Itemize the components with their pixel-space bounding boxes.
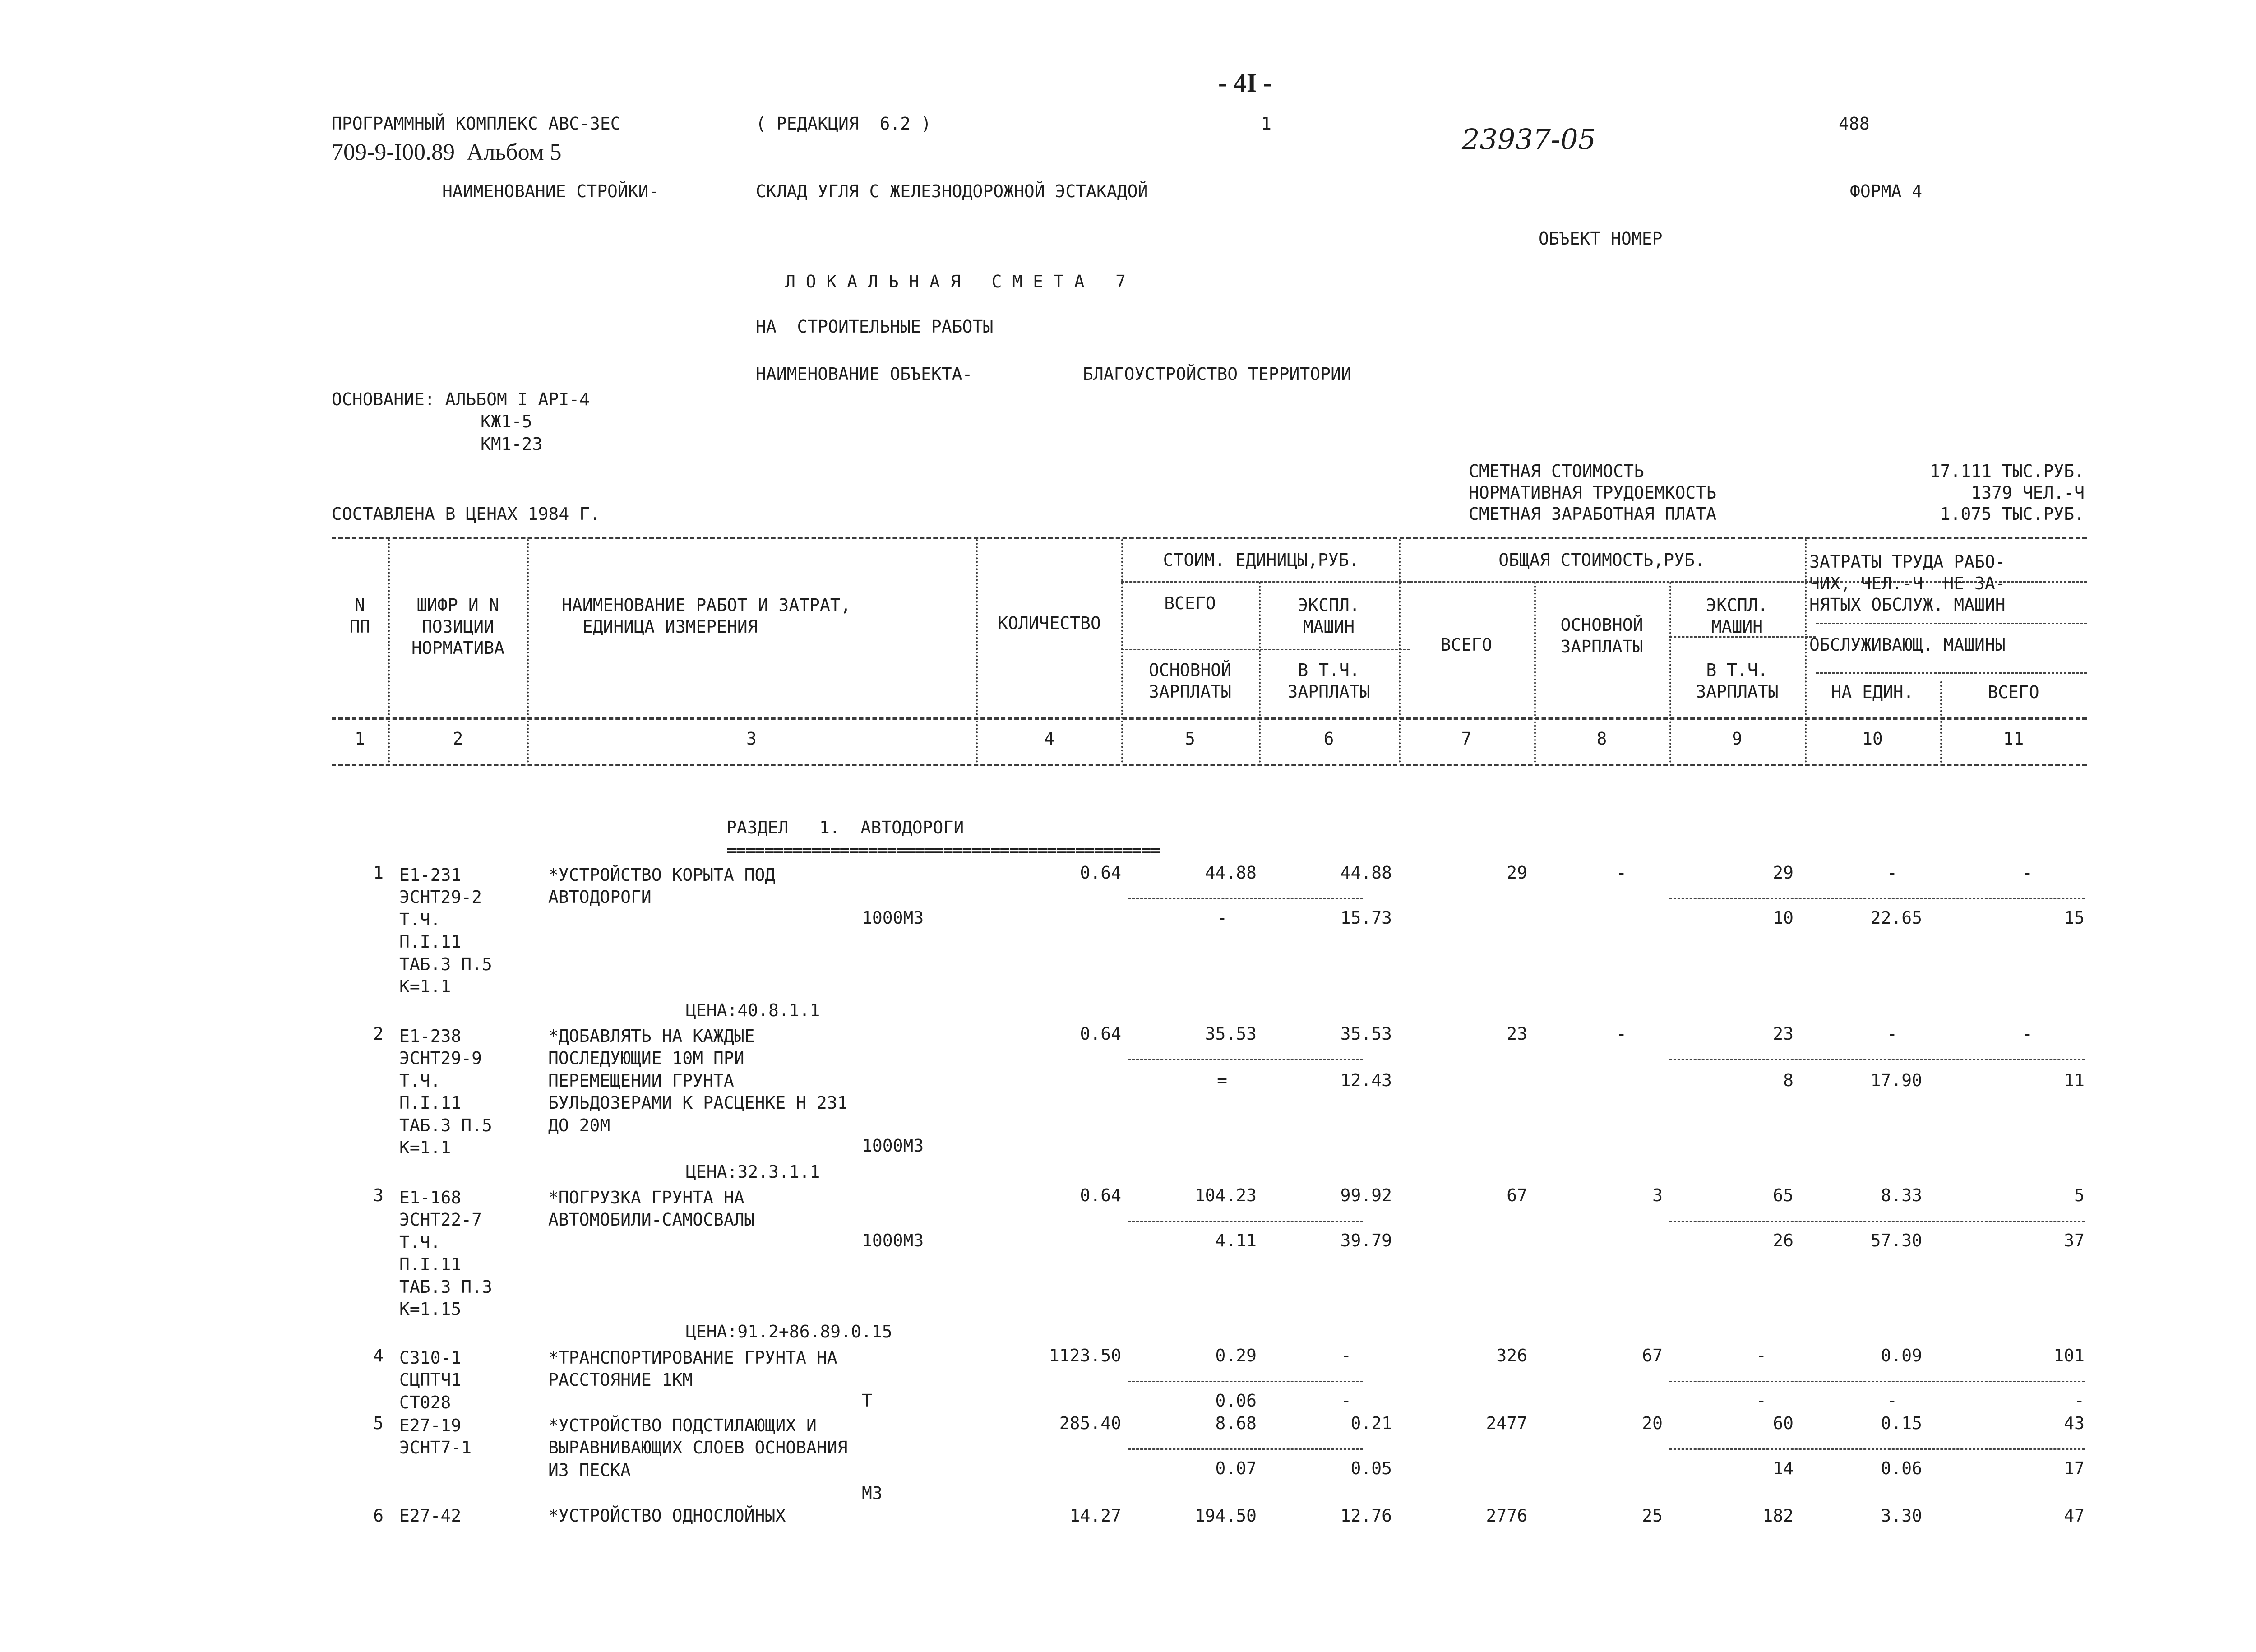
- row-unit-total: 35.53: [1205, 1024, 1257, 1044]
- header-per-unit: НА ЕДИН.: [1831, 682, 1914, 702]
- col-divider-10: [1940, 681, 1942, 763]
- construction-label: НАИМЕНОВАНИЕ СТРОЙКИ-: [442, 181, 659, 201]
- header-labor-total: ВСЕГО: [1988, 682, 2039, 702]
- row-total-incl-wage: 8: [1783, 1070, 1794, 1090]
- row-labor-per-unit: 8.33: [1881, 1185, 1922, 1205]
- row-unit-machines: 12.76: [1340, 1506, 1392, 1526]
- row-unit: Т: [862, 1391, 872, 1411]
- row-unit-total: 8.68: [1215, 1413, 1257, 1433]
- row-unit-total: 0.29: [1215, 1346, 1257, 1365]
- row-labor-total: 101: [2053, 1346, 2085, 1365]
- row-total-base-wage: -: [1616, 1024, 1627, 1044]
- object-name: БЛАГОУСТРОЙСТВО ТЕРРИТОРИИ: [1083, 364, 1351, 384]
- row-sub-divider-right: [1669, 898, 2085, 899]
- handwritten-code: 23937-05: [1462, 123, 1596, 156]
- header-total-all: ВСЕГО: [1440, 635, 1493, 655]
- col-number-6: 6: [1323, 729, 1334, 749]
- row-quantity: 0.64: [1080, 1024, 1121, 1044]
- summary-label-wage: СМЕТНАЯ ЗАРАБОТНАЯ ПЛАТА: [1469, 504, 1717, 524]
- row-total-base-wage: 20: [1642, 1413, 1663, 1433]
- row-serving-per-unit: 57.30: [1870, 1231, 1922, 1250]
- row-total: 23: [1507, 1024, 1527, 1044]
- basis-item-3: КМ1-23: [481, 434, 543, 454]
- row-total: 67: [1507, 1185, 1527, 1205]
- row-total-incl-wage: 10: [1773, 908, 1794, 928]
- row-unit-incl-wage: 12.43: [1340, 1070, 1392, 1090]
- row-labor-total: 47: [2064, 1506, 2085, 1526]
- col-number-1: 1: [355, 729, 365, 749]
- estimate-title: Л О К А Л Ь Н А Я С М Е Т А 7: [785, 272, 1126, 292]
- row-work-name: *УСТРОЙСТВО ПОДСТИЛАЮЩИХ И ВЫРАВНИВАЮЩИХ СЛОЕВ ОСНОВАНИЯ ИЗ ПЕСКА: [548, 1416, 848, 1480]
- form-label: ФОРМА 4: [1850, 181, 1923, 201]
- row-sub-divider-right: [1669, 1448, 2085, 1450]
- row-total-base-wage: 3: [1652, 1185, 1663, 1205]
- header-labor: ЗАТРАТЫ ТРУДА РАБО- ЧИХ, ЧЕЛ.-Ч НЕ ЗА- НЯТЫХ ОБСЛУЖ. МАШИН: [1809, 552, 2006, 615]
- row-number: 4: [373, 1346, 384, 1365]
- row-number: 5: [373, 1413, 384, 1433]
- row-labor-total: 5: [2074, 1185, 2085, 1205]
- col-number-8: 8: [1596, 729, 1607, 749]
- header-serving-machines: ОБСЛУЖИВАЮЩ. МАШИНЫ: [1809, 635, 2006, 655]
- row-unit-base-wage: 0.06: [1215, 1391, 1257, 1411]
- row-unit-incl-wage: 15.73: [1340, 908, 1392, 928]
- program-name: ПРОГРАММНЫЙ КОМПЛЕКС АВС-3ЕС: [332, 114, 621, 134]
- numbers-bottom-line: [332, 764, 2087, 766]
- row-unit-machines: 44.88: [1340, 863, 1392, 883]
- row-work-name: *УСТРОЙСТВО КОРЫТА ПОД АВТОДОРОГИ: [548, 865, 776, 907]
- row-work-name: *ПОГРУЗКА ГРУНТА НА АВТОМОБИЛИ-САМОСВАЛЫ: [548, 1188, 755, 1230]
- row-serving-per-unit: 22.65: [1870, 908, 1922, 928]
- row-labor-total: -: [2022, 1024, 2033, 1044]
- row-unit-incl-wage: 39.79: [1340, 1231, 1392, 1250]
- row-quantity: 0.64: [1080, 1185, 1121, 1205]
- row-code: Е1-168 ЭСНТ22-7 Т.Ч. П.I.11 ТАБ.3 П.3 К=1.15: [399, 1188, 492, 1319]
- header-unit-incl-wage: В Т.Ч. ЗАРПЛАТЫ: [1287, 660, 1370, 702]
- row-quantity: 14.27: [1069, 1506, 1121, 1526]
- row-quantity: 0.64: [1080, 863, 1121, 883]
- row-total-machines: 60: [1773, 1413, 1794, 1433]
- row-sub-divider: [1128, 1381, 1363, 1382]
- row-total-incl-wage: 14: [1773, 1458, 1794, 1478]
- row-serving-per-unit: -: [1887, 1391, 1897, 1411]
- summary-label-labor: НОРМАТИВНАЯ ТРУДОЕМКОСТЬ: [1469, 483, 1717, 503]
- row-total-machines: 23: [1773, 1024, 1794, 1044]
- basis-label: ОСНОВАНИЕ: АЛЬБОМ I АРI-4: [332, 389, 590, 409]
- row-work-name: *ТРАНСПОРТИРОВАНИЕ ГРУНТА НА РАССТОЯНИЕ 1КМ: [548, 1348, 837, 1390]
- row-unit-machines: 0.21: [1350, 1413, 1392, 1433]
- row-unit-machines: -: [1341, 1346, 1351, 1365]
- row-labor-per-unit: 0.09: [1881, 1346, 1922, 1365]
- row-labor-per-unit: -: [1887, 863, 1897, 883]
- col-divider-3: [976, 539, 978, 763]
- row-work-name: *УСТРОЙСТВО ОДНОСЛОЙНЫХ: [548, 1506, 786, 1526]
- row-labor-total: -: [2022, 863, 2033, 883]
- row-total-base-wage: -: [1616, 863, 1627, 883]
- header-total-incl-wage: В Т.Ч. ЗАРПЛАТЫ: [1696, 660, 1779, 702]
- row-price-note: ЦЕНА:32.3.1.1: [686, 1162, 820, 1182]
- table-top-line: [332, 537, 2087, 539]
- object-label: НАИМЕНОВАНИЕ ОБЪЕКТА-: [756, 364, 973, 384]
- summary-value-labor: 1379 ЧЕЛ.-Ч: [1971, 483, 2085, 503]
- row-unit-base-wage: 4.11: [1215, 1231, 1257, 1250]
- row-total: 29: [1507, 863, 1527, 883]
- row-unit-incl-wage: 0.05: [1350, 1458, 1392, 1478]
- row-quantity: 285.40: [1059, 1413, 1121, 1433]
- row-unit-total: 104.23: [1194, 1185, 1257, 1205]
- unit-cost-sub-divider: [1121, 649, 1410, 650]
- row-sub-divider-right: [1669, 1381, 2085, 1382]
- col-number-4: 4: [1044, 729, 1054, 749]
- row-total: 2477: [1486, 1413, 1527, 1433]
- row-total-machines: 182: [1762, 1506, 1794, 1526]
- row-unit: 1000М3: [862, 1136, 924, 1156]
- header-code: ШИФР И N ПОЗИЦИИ НОРМАТИВА: [411, 595, 504, 658]
- page-right-number: 488: [1839, 114, 1870, 134]
- row-sub-divider-right: [1669, 1221, 2085, 1222]
- summary-value-cost: 17.111 ТЫС.РУБ.: [1929, 461, 2085, 481]
- col-divider-4: [1121, 539, 1123, 763]
- col-number-2: 2: [453, 729, 463, 749]
- header-unit-base-wage: ОСНОВНОЙ ЗАРПЛАТЫ: [1148, 660, 1232, 702]
- row-labor-per-unit: 3.30: [1881, 1506, 1922, 1526]
- header-unit-machines: ЭКСПЛ. МАШИН: [1298, 595, 1360, 637]
- row-serving-per-unit: 17.90: [1870, 1070, 1922, 1090]
- col-divider-6: [1399, 539, 1401, 763]
- col-number-5: 5: [1185, 729, 1195, 749]
- header-total-machines: ЭКСПЛ. МАШИН: [1706, 595, 1768, 637]
- col-divider-5: [1259, 582, 1261, 763]
- header-num: N ПП: [349, 595, 370, 637]
- col-divider-8: [1669, 582, 1671, 763]
- row-serving-total: 15: [2064, 908, 2085, 928]
- row-sub-divider: [1128, 898, 1363, 899]
- page-number: - 4I -: [1218, 68, 1272, 97]
- row-labor-total: 43: [2064, 1413, 2085, 1433]
- col-divider-7: [1534, 582, 1536, 763]
- row-code: Е1-231 ЭСНТ29-2 Т.Ч. П.I.11 ТАБ.3 П.5 К=1.1: [399, 865, 492, 996]
- total-cost-divider: [1410, 581, 1816, 583]
- edition: ( РЕДАКЦИЯ 6.2 ): [756, 114, 931, 134]
- row-total-incl-wage: 26: [1773, 1231, 1794, 1250]
- row-price-note: ЦЕНА:91.2+86.89.0.15: [686, 1322, 892, 1342]
- row-total: 326: [1496, 1346, 1527, 1365]
- row-unit-incl-wage: -: [1341, 1391, 1351, 1411]
- row-sub-divider: [1128, 1059, 1363, 1060]
- row-unit: 1000М3: [862, 908, 924, 928]
- row-unit: М3: [862, 1483, 883, 1503]
- row-total-base-wage: 25: [1642, 1506, 1663, 1526]
- col-divider-9: [1805, 539, 1807, 763]
- row-code: С310-1 СЦПТЧ1 СТ028: [399, 1348, 462, 1412]
- col-number-7: 7: [1461, 729, 1472, 749]
- album-label: 709-9-I00.89 Альбом 5: [332, 139, 562, 165]
- header-quantity: КОЛИЧЕСТВО: [998, 613, 1101, 633]
- row-serving-total: 37: [2064, 1231, 2085, 1250]
- header-work-name: НАИМЕНОВАНИЕ РАБОТ И ЗАТРАТ, ЕДИНИЦА ИЗМЕРЕНИЯ: [562, 595, 851, 637]
- row-serving-total: 17: [2064, 1458, 2085, 1478]
- basis-item-2: КЖ1-5: [481, 412, 532, 431]
- row-number: 2: [373, 1024, 384, 1044]
- works-type: НА СТРОИТЕЛЬНЫЕ РАБОТЫ: [756, 317, 994, 337]
- row-total: 2776: [1486, 1506, 1527, 1526]
- row-unit-base-wage: -: [1217, 908, 1227, 928]
- row-total-base-wage: 67: [1642, 1346, 1663, 1365]
- sheet-number: 1: [1261, 114, 1271, 134]
- row-total-machines: 29: [1773, 863, 1794, 883]
- row-number: 3: [373, 1185, 384, 1205]
- row-total-incl-wage: -: [1756, 1391, 1766, 1411]
- header-total-cost: ОБЩАЯ СТОИМОСТЬ,РУБ.: [1498, 550, 1705, 570]
- header-unit-cost: СТОИМ. ЕДИНИЦЫ,РУБ.: [1163, 550, 1359, 570]
- col-number-3: 3: [746, 729, 757, 749]
- row-unit-total: 44.88: [1205, 863, 1257, 883]
- row-quantity: 1123.50: [1049, 1346, 1121, 1365]
- header-total-base-wage: ОСНОВНОЙ ЗАРПЛАТЫ: [1560, 615, 1643, 657]
- row-number: 1: [373, 863, 384, 883]
- header-bottom-line: [332, 717, 2087, 720]
- row-serving-per-unit: 0.06: [1881, 1458, 1922, 1478]
- header-unit-total: ВСЕГО: [1164, 593, 1216, 613]
- labor-sub-divider-1: [1816, 623, 2087, 624]
- row-price-note: ЦЕНА:40.8.1.1: [686, 1000, 820, 1020]
- row-sub-divider-right: [1669, 1059, 2085, 1060]
- labor-sub-divider-2: [1816, 672, 2087, 674]
- row-unit-machines: 35.53: [1340, 1024, 1392, 1044]
- row-code: Е27-42: [399, 1506, 462, 1526]
- col-number-9: 9: [1732, 729, 1743, 749]
- row-total-machines: 65: [1773, 1185, 1794, 1205]
- row-serving-total: 11: [2064, 1070, 2085, 1090]
- row-sub-divider: [1128, 1448, 1363, 1450]
- row-unit-total: 194.50: [1194, 1506, 1257, 1526]
- row-serving-total: -: [2074, 1391, 2085, 1411]
- construction-name: СКЛАД УГЛЯ С ЖЕЛЕЗНОДОРОЖНОЙ ЭСТАКАДОЙ: [756, 181, 1148, 201]
- object-number: ОБЪЕКТ НОМЕР: [1539, 229, 1663, 249]
- row-number: 6: [373, 1506, 384, 1526]
- section-title: РАЗДЕЛ 1. АВТОДОРОГИ: [726, 818, 964, 838]
- summary-value-wage: 1.075 ТЫС.РУБ.: [1940, 504, 2085, 524]
- row-unit-base-wage: 0.07: [1215, 1458, 1257, 1478]
- row-unit-machines: 99.92: [1340, 1185, 1392, 1205]
- unit-cost-divider: [1121, 581, 1410, 583]
- row-unit-base-wage: =: [1217, 1070, 1227, 1090]
- row-labor-per-unit: -: [1887, 1024, 1897, 1044]
- col-number-11: 11: [2003, 729, 2024, 749]
- row-code: Е1-238 ЭСНТ29-9 Т.Ч. П.I.11 ТАБ.3 П.5 К=1.1: [399, 1026, 492, 1157]
- col-divider-2: [527, 539, 529, 763]
- section-underline: ==============================================: [726, 840, 1160, 860]
- row-sub-divider: [1128, 1221, 1363, 1222]
- summary-label-cost: СМЕТНАЯ СТОИМОСТЬ: [1469, 461, 1644, 481]
- col-number-10: 10: [1862, 729, 1883, 749]
- prices-year: СОСТАВЛЕНА В ЦЕНАХ 1984 Г.: [332, 504, 600, 524]
- row-unit: 1000М3: [862, 1231, 924, 1250]
- row-labor-per-unit: 0.15: [1881, 1413, 1922, 1433]
- row-total-machines: -: [1756, 1346, 1766, 1365]
- row-code: Е27-19 ЭСНТ7-1: [399, 1416, 472, 1458]
- col-divider-1: [388, 539, 390, 763]
- row-work-name: *ДОБАВЛЯТЬ НА КАЖДЫЕ ПОСЛЕДУЮЩИЕ 10М ПРИ ПЕРЕМЕЩЕНИИ ГРУНТА БУЛЬДОЗЕРАМИ К РАСЦЕНКЕ Н 231 ДО 20М: [548, 1026, 848, 1135]
